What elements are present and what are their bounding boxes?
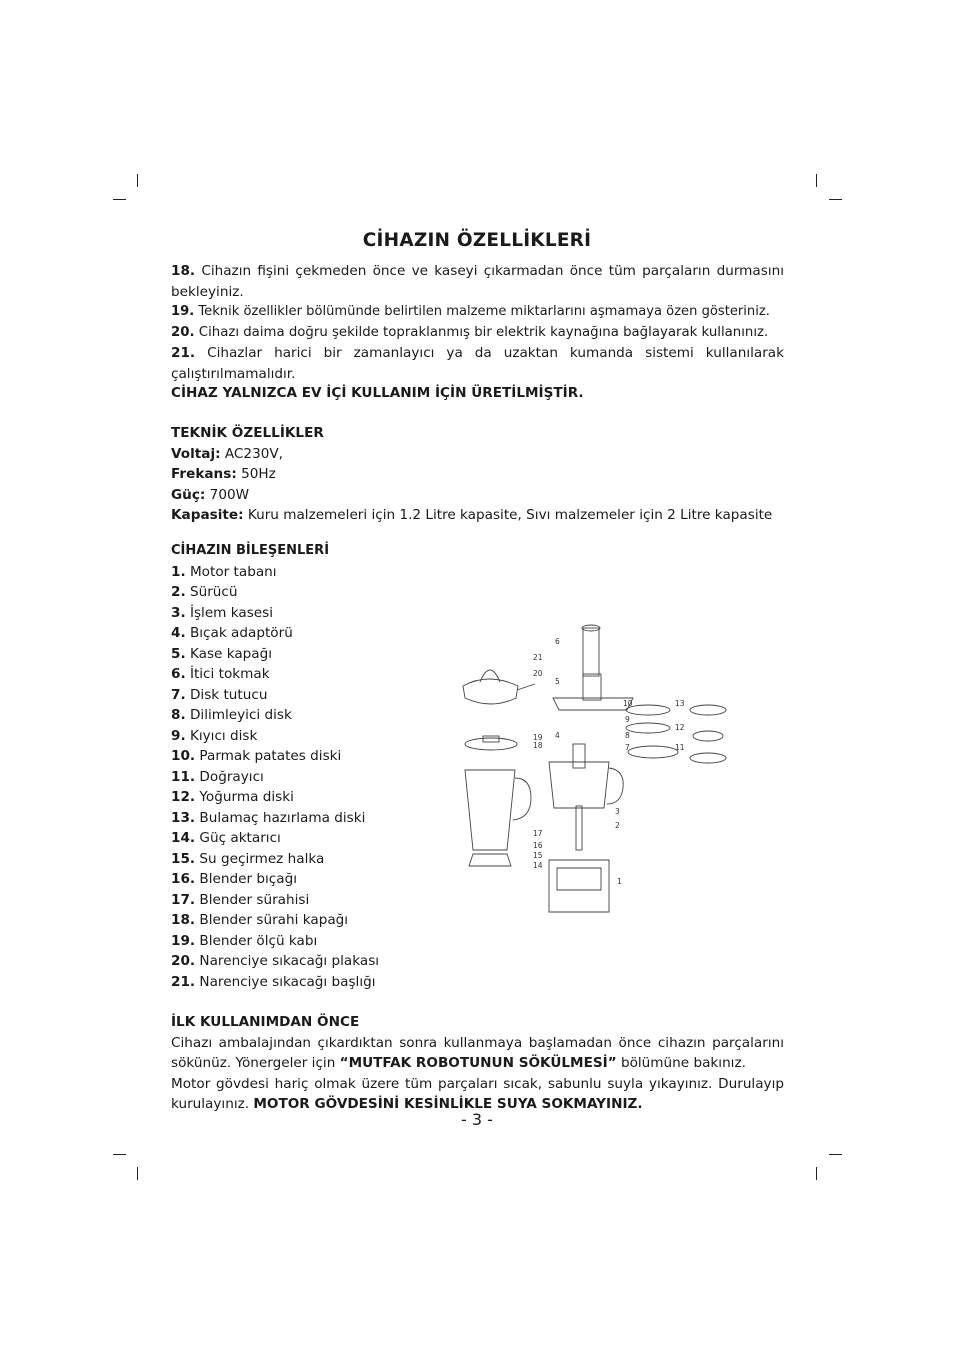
- component-item: 12. Yoğurma diski: [171, 789, 294, 805]
- warning-item: 20. Cihazı daima doğru şekilde topraklanmış bir elektrik kaynağına bağlayarak kullanınız.: [171, 324, 769, 340]
- diagram-part: [583, 674, 601, 700]
- diagram-callout-label: 10: [623, 699, 633, 708]
- first-use-paragraph: Cihazı ambalajından çıkardıktan sonra kullanmaya başlamadan önce cihazın parçalarını sökünüz. Yönergeler için “MUTFAK ROBOTUNUN SÖKÜLMESİ” bölümüne bakınız.: [171, 1034, 784, 1071]
- diagram-part: [628, 746, 678, 758]
- diagram-part: [465, 770, 515, 850]
- crop-mark: [816, 174, 817, 187]
- component-item: 10. Parmak patates diski: [171, 748, 342, 764]
- diagram-callout-label: 6: [555, 637, 560, 646]
- diagram-part: [573, 744, 585, 768]
- component-item: 16. Blender bıçağı: [171, 871, 298, 887]
- diagram-callout-label: 11: [675, 743, 685, 752]
- diagram-callout-label: 17: [533, 829, 543, 838]
- warnings-section: [171, 261, 784, 402]
- diagram-callout-label: 8: [625, 731, 630, 740]
- diagram-part: [549, 762, 609, 808]
- diagram-part: [480, 670, 500, 682]
- diagram-callout-label: 2: [615, 821, 620, 830]
- specs-section: [171, 423, 784, 526]
- diagram-callout-label: 13: [675, 699, 685, 708]
- component-item: 3. İşlem kasesi: [171, 604, 274, 621]
- diagram-callout-label: 18: [533, 741, 543, 750]
- component-item: 9. Kıyıcı disk: [171, 727, 258, 744]
- diagram-callout-label: 3: [615, 807, 620, 816]
- warning-item: 18. Cihazın fişini çekmeden önce ve kaseyi çıkarmadan önce tüm parçaların durmasını bekleyiniz.: [171, 263, 784, 300]
- diagram-part: [583, 628, 599, 676]
- component-item: 14. Güç aktarıcı: [171, 830, 281, 846]
- component-item: 2. Sürücü: [171, 584, 238, 600]
- diagram-callout-label: 5: [555, 677, 560, 686]
- diagram-part: [465, 738, 517, 750]
- diagram-part: [607, 768, 623, 804]
- component-item: 11. Doğrayıcı: [171, 768, 264, 785]
- diagram-callout-label: 16: [533, 841, 543, 850]
- diagram-callout-label: 15: [533, 851, 543, 860]
- crop-mark: [816, 1167, 817, 1180]
- component-item: 8. Dilimleyici disk: [171, 707, 292, 723]
- first-use-heading: İLK KULLANIMDAN ÖNCE: [171, 1014, 360, 1030]
- components-section: [171, 541, 471, 992]
- diagram-callout-label: 21: [533, 653, 543, 662]
- crop-mark: [137, 1167, 138, 1180]
- component-item: 21. Narenciye sıkacağı başlığı: [171, 973, 376, 990]
- component-item: 6. İtici tokmak: [171, 666, 270, 682]
- diagram-callout-label: 14: [533, 861, 543, 870]
- diagram-part: [513, 778, 531, 820]
- diagram-callout-label: 12: [675, 723, 685, 732]
- diagram-part: [693, 731, 723, 741]
- component-item: 4. Bıçak adaptörü: [171, 625, 293, 641]
- diagram-part: [469, 854, 511, 866]
- diagram-part: [557, 868, 601, 890]
- appliance-exploded-diagram: [453, 616, 738, 921]
- crop-mark: [829, 1154, 842, 1155]
- spec-capacity: Kapasite: Kuru malzemeleri için 1.2 Litre kapasite, Sıvı malzemeler için 2 Litre kapasite: [171, 507, 773, 523]
- spec-power: Güç: 700W: [171, 486, 250, 503]
- diagram-callout-label: 4: [555, 731, 560, 740]
- crop-mark: [137, 174, 138, 187]
- diagram-callout-label: 1: [617, 877, 622, 886]
- specs-heading: TEKNİK ÖZELLİKLER: [171, 425, 324, 441]
- component-item: 15. Su geçirmez halka: [171, 850, 325, 867]
- diagram-callout-label: 9: [625, 715, 630, 724]
- diagram-callout-label: 7: [625, 743, 630, 752]
- diagram-part: [626, 705, 670, 715]
- first-use-paragraph: Motor gövdesi hariç olmak üzere tüm parçaları sıcak, sabunlu suyla yıkayınız. Durulayıp kurulayınız. MOTOR GÖVDESİNİ KESİNLİKLE SUYA SOKMAYINIZ.: [171, 1075, 784, 1112]
- component-item: 13. Bulamaç hazırlama diski: [171, 809, 366, 826]
- components-heading: CİHAZIN BİLEŞENLERİ: [171, 543, 330, 558]
- diagram-part: [576, 806, 582, 850]
- crop-mark: [113, 199, 126, 200]
- warning-item: 19. Teknik özellikler bölümünde belirtilen malzeme miktarlarını aşmamaya özen gösteriniz.: [171, 304, 770, 319]
- diagram-part: [463, 679, 518, 704]
- diagram-part: [690, 705, 726, 715]
- component-item: 5. Kase kapağı: [171, 645, 273, 662]
- diagram-part: [690, 753, 726, 763]
- component-item: 7. Disk tutucu: [171, 686, 268, 703]
- component-item: 1. Motor tabanı: [171, 563, 277, 580]
- crop-mark: [113, 1154, 126, 1155]
- component-item: 18. Blender sürahi kapağı: [171, 912, 349, 928]
- home-use-notice: CİHAZ YALNIZCA EV İÇİ KULLANIM İÇİN ÜRETİLMİŞTİR.: [171, 385, 584, 401]
- spec-voltage: Voltaj: AC230V,: [171, 445, 283, 462]
- page-number: - 3 -: [461, 1110, 493, 1129]
- diagram-part: [517, 684, 535, 690]
- diagram-callout-label: 20: [533, 669, 543, 678]
- components-list: [171, 562, 471, 993]
- component-item: 17. Blender sürahisi: [171, 891, 310, 908]
- warning-item: 21. Cihazlar harici bir zamanlayıcı ya da uzaktan kumanda sistemi kullanılarak çalıştırılmamalıdır.: [171, 345, 784, 382]
- diagram-callout-label: 19: [533, 733, 543, 742]
- diagram-part: [626, 723, 670, 733]
- spec-frequency: Frekans: 50Hz: [171, 466, 276, 482]
- diagram-part: [483, 736, 499, 742]
- component-item: 19. Blender ölçü kabı: [171, 932, 318, 949]
- component-item: 20. Narenciye sıkacağı plakası: [171, 953, 380, 969]
- first-use-section: [171, 1012, 784, 1115]
- page-title: CİHAZIN ÖZELLİKLERİ: [362, 230, 592, 251]
- crop-mark: [829, 199, 842, 200]
